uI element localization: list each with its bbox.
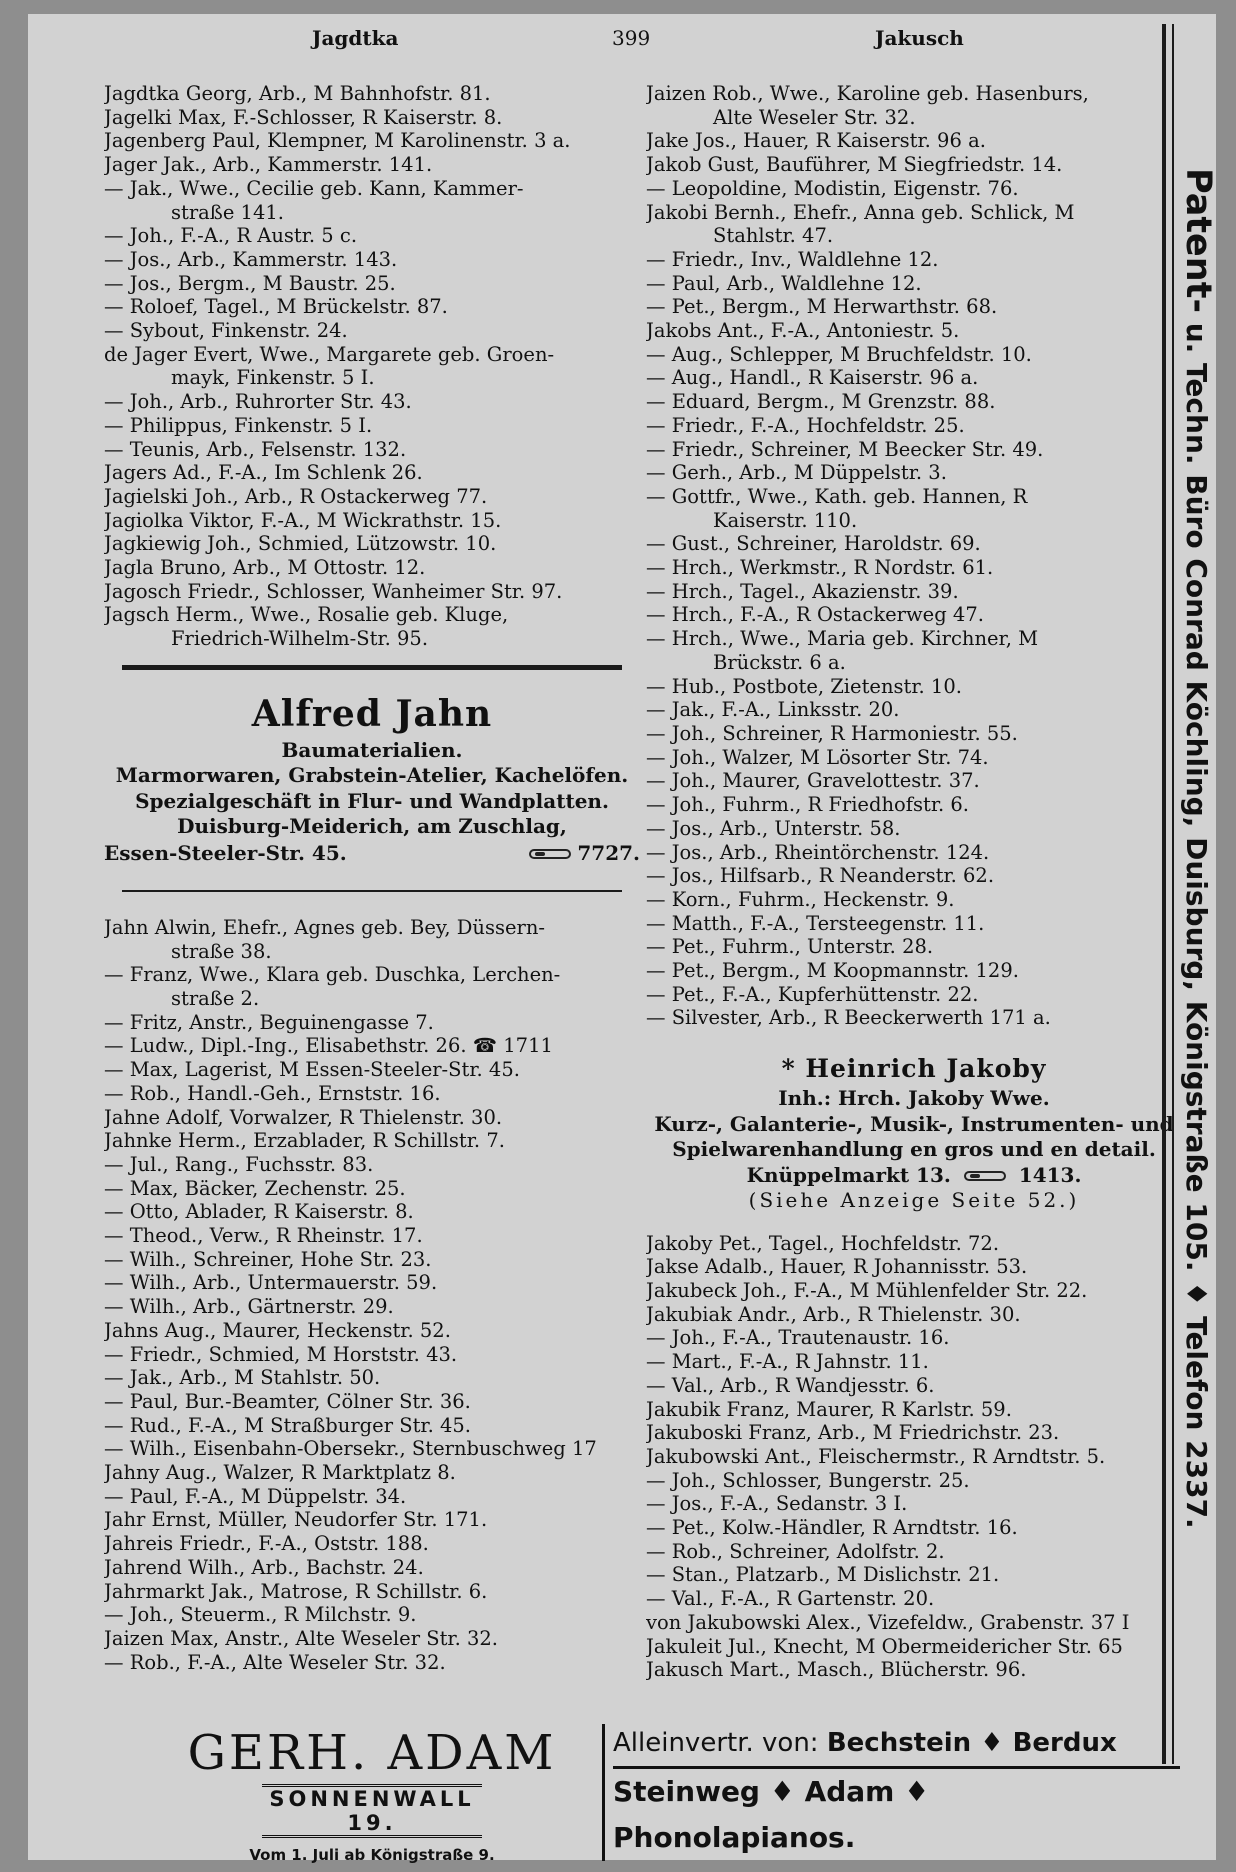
ad-jakoby-note: (Siehe Anzeige Seite 52.) [748,1188,1080,1213]
ad-jakoby-line1: Kurz-, Galanterie-, Musik-, Instrumenten- und [654,1111,1174,1136]
directory-entry: Jakubeck Joh., F.-A., M Mühlenfelder Str. 22. [646,1279,1088,1303]
header-right: Jakusch [875,26,964,50]
directory-entry: Jagla Bruno, Arb., M Ottostr. 12. [104,556,426,580]
directory-entry: Jagdtka Georg, Arb., M Bahnhofstr. 81. [104,82,491,105]
directory-entry: — Joh., F.-A., Trautenaustr. 16. [646,1326,950,1350]
directory-entry: Jagkiewig Joh., Schmied, Lützowstr. 10. [104,532,497,556]
directory-entry: Jakoby Pet., Tagel., Hochfeldstr. 72. [646,1231,1000,1255]
ad-divider-bottom [122,890,622,892]
directory-entry: Jahr Ernst, Müller, Neudorfer Str. 171. [104,1508,488,1532]
telephone-icon [529,849,571,859]
directory-entry: Jakobs Ant., F.-A., Antoniestr. 5. [646,319,960,343]
ad-jahn-name: Alfred Jahn [251,692,493,735]
directory-entry: — Joh., Schreiner, R Harmoniestr. 55. [646,721,1018,745]
directory-entry: — Otto, Ablader, R Kaiserstr. 8. [104,1200,414,1224]
directory-entry: — Hrch., Wwe., Maria geb. Kirchner, M [646,627,1039,651]
telephone-icon [964,1171,1006,1181]
directory-entry: Jakob Gust, Bauführer, M Siegfriedstr. 14. [646,153,1063,177]
page-number: 399 [612,26,651,50]
directory-entry: — Gerh., Arb., M Düppelstr. 3. [646,461,947,485]
directory-entry: — Jak., Arb., M Stahlstr. 50. [104,1366,381,1390]
directory-entry: Jagosch Friedr., Schlosser, Wanheimer Str. 97. [104,579,563,603]
ad-jahn-line4: Duisburg-Meiderich, am Zuschlag, [177,814,567,839]
directory-entry: — Hrch., Werkmstr., R Nordstr. 61. [646,556,994,580]
directory-entry: — Stan., Platzarb., M Dislichstr. 21. [646,1563,1000,1587]
directory-entry: Jakse Adalb., Hauer, R Johannisstr. 53. [646,1255,1028,1279]
directory-entry: — Eduard, Bergm., M Grenzstr. 88. [646,390,996,414]
banner-street: SONNENWALL 19. [262,1784,482,1838]
directory-entry: — Philippus, Finkenstr. 5 I. [104,413,373,437]
directory-entry: — Paul, F.-A., M Düppelstr. 34. [104,1484,407,1508]
directory-entry: — Paul, Bur.-Beamter, Cölner Str. 36. [104,1389,471,1413]
directory-entry: Jagenberg Paul, Klempner, M Karolinenstr. 3 a. [104,129,571,153]
directory-entry: — Wilh., Arb., Gärtnerstr. 29. [104,1295,394,1319]
ad-jakoby-address: Knüppelmarkt 13. [746,1162,951,1187]
directory-entry: — Pet., Kolw.-Händler, R Arndtstr. 16. [646,1516,1018,1540]
directory-entry: — Wilh., Eisenbahn-Obersekr., Sternbuschweg 17 [104,1437,597,1461]
directory-entry: — Theod., Verw., R Rheinstr. 17. [104,1224,423,1248]
ad-jahn-address: Essen-Steeler-Str. 45. [104,840,347,865]
directory-entry: — Pet., Bergm., M Koopmannstr. 129. [646,959,1019,983]
banner-company-name: GERH. ADAM [187,1725,557,1781]
banner-line1-prefix: Alleinvertr. von: [613,1728,819,1758]
side-advertisement [1180,168,1216,1728]
directory-entry: Jake Jos., Hauer, R Kaiserstr. 96 a. [646,129,986,153]
directory-entry: — Val., F.-A., R Gartenstr. 20. [646,1587,935,1611]
directory-entry: — Joh., Walzer, M Lösorter Str. 74. [646,745,989,769]
directory-entry: Jagiolka Viktor, F.-A., M Wickrathstr. 15. [104,508,502,532]
directory-entry: — Rud., F.-A., M Straßburger Str. 45. [104,1413,471,1437]
directory-entry: — Jak., F.-A., Linksstr. 20. [646,698,900,722]
directory-entry: — Matth., F.-A., Tersteegenstr. 11. [646,911,985,935]
directory-entry: Jagielski Joh., Arb., R Ostackerweg 77. [104,484,488,508]
ad-jakoby-contact [646,1163,1182,1189]
directory-entry: — Jos., Bergm., M Baustr. 25. [104,271,396,295]
directory-entry: — Gust., Schreiner, Haroldstr. 69. [646,532,981,556]
directory-entry: — Joh., F.-A., R Austr. 5 c. [104,224,358,248]
directory-entry: — Hrch., Tagel., Akazienstr. 39. [646,579,959,603]
directory-entry: Jakubik Franz, Maurer, R Karlstr. 59. [646,1397,1012,1421]
directory-entry: — Gottfr., Wwe., Kath. geb. Hannen, R [646,484,1028,508]
ad-jakoby-line2: Spielwarenhandlung en gros und en detail. [672,1137,1156,1162]
directory-entry: — Rob., Schreiner, Adolfstr. 2. [646,1539,945,1563]
left-entries-a [104,82,640,651]
header-left: Jagdtka [312,26,399,50]
ad-heinrich-jakoby [646,1030,1182,1232]
directory-entry: — Jos., Arb., Unterstr. 58. [646,816,901,840]
directory-entry: — Friedr., Inv., Waldlehne 12. [646,247,939,271]
directory-entry: straße 2. [171,986,260,1010]
directory-entry: Jahns Aug., Maurer, Heckenstr. 52. [104,1318,451,1342]
directory-entry: Jakubiak Andr., Arb., R Thielenstr. 30. [646,1302,1021,1326]
directory-entry: — Max, Bäcker, Zechenstr. 25. [104,1176,406,1200]
directory-entry: — Fritz, Anstr., Beguinengasse 7. [104,1010,434,1034]
directory-entry: — Aug., Handl., R Kaiserstr. 96 a. [646,366,979,390]
directory-entry: — Jos., Arb., Rheintörchenstr. 124. [646,840,990,864]
directory-entry: — Joh., Maurer, Gravelottestr. 37. [646,769,980,793]
ad-jahn-line1: Baumaterialien. [281,737,463,762]
directory-entry: — Mart., F.-A., R Jahnstr. 11. [646,1350,929,1374]
directory-entry: — Pet., Bergm., M Herwarthstr. 68. [646,295,998,319]
directory-entry: — Jos., Hilfsarb., R Neanderstr. 62. [646,864,995,888]
directory-entry: Jahrmarkt Jak., Matrose, R Schillstr. 6. [104,1579,488,1603]
directory-entry: — Teunis, Arb., Felsenstr. 132. [104,437,407,461]
directory-entry: Stahlstr. 47. [713,224,834,248]
directory-entry: Jahn Alwin, Ehefr., Agnes geb. Bey, Düssern- [104,915,545,939]
ad-jakoby-phone: 1413. [1018,1162,1082,1187]
directory-entry: Jahnke Herm., Erzablader, R Schillstr. 7. [104,1129,505,1153]
ad-jahn-contact [104,840,640,866]
directory-entry: Jaizen Rob., Wwe., Karoline geb. Hasenburs, [646,82,1089,105]
directory-entry: Jagsch Herm., Wwe., Rosalie geb. Kluge, [104,603,509,627]
directory-entry: Brückstr. 6 a. [713,650,846,674]
directory-entry: Friedrich-Wilhelm-Str. 95. [171,627,429,651]
directory-entry: Jaizen Max, Anstr., Alte Weseler Str. 32. [104,1626,499,1650]
directory-entry: Jakuleit Jul., Knecht, M Obermeidericher Str. 65 [646,1634,1123,1658]
ad-jakoby-owner: Inh.: Hrch. Jakoby Wwe. [778,1086,1050,1111]
directory-entry: Jagelki Max, F.-Schlosser, R Kaiserstr. 8. [104,105,503,129]
ad-jahn-line2: Marmorwaren, Grabstein-Atelier, Kachelöfen. [115,763,629,788]
side-ad-lead: Patent- [1178,168,1218,313]
directory-entry: — Paul, Arb., Waldlehne 12. [646,271,922,295]
right-entries-a [646,82,1182,1030]
directory-entry: — Joh., Fuhrm., R Friedhofstr. 6. [646,793,969,817]
banner-left [150,1724,594,1864]
ad-divider-top [122,665,622,670]
banner-line1 [613,1724,1180,1769]
directory-entry: — Joh., Steuerm., R Milchstr. 9. [104,1603,417,1627]
directory-entry: — Hrch., F.-A., R Ostackerweg 47. [646,603,984,627]
directory-entry: — Ludw., Dipl.-Ing., Elisabethstr. 26. ☎ 1711 [104,1034,553,1058]
banner-right [602,1724,1180,1861]
directory-entry: — Val., Arb., R Wandjesstr. 6. [646,1373,935,1397]
side-ad-rest: u. Techn. Büro Conrad Köchling, Duisburg, Königstraße 105. ♦ Telefon 2337. [1180,322,1213,1529]
directory-entry: Jagers Ad., F.-A., Im Schlenk 26. [104,461,423,485]
directory-entry: — Franz, Wwe., Klara geb. Duschka, Lerchen- [104,963,561,987]
directory-entry: — Sybout, Finkenstr. 24. [104,319,348,343]
directory-entry: — Aug., Schlepper, M Bruchfeldstr. 10. [646,342,1032,366]
directory-entry: — Jak., Wwe., Cecilie geb. Kann, Kammer- [104,176,524,200]
directory-entry: Jahny Aug., Walzer, R Marktplatz 8. [104,1461,456,1485]
directory-entry: de Jager Evert, Wwe., Margarete geb. Groen- [104,342,555,366]
directory-entry: Kaiserstr. 110. [713,508,858,532]
directory-entry: von Jakubowski Alex., Vizefeldw., Grabenstr. 37 I [646,1610,1130,1634]
directory-entry: — Jos., Arb., Kammerstr. 143. [104,247,398,271]
directory-entry: — Friedr., Schmied, M Horststr. 43. [104,1342,458,1366]
directory-entry: — Max, Lagerist, M Essen-Steeler-Str. 45. [104,1058,520,1082]
banner-line1-brands: Bechstein ♦ Berdux [826,1728,1117,1758]
directory-entry: Jakubowski Ant., Fleischermstr., R Arndtstr. 5. [646,1444,1106,1468]
ad-jahn-line3: Spezialgeschäft in Flur- und Wandplatten. [135,788,609,813]
directory-entry: — Pet., Fuhrm., Unterstr. 28. [646,935,934,959]
directory-entry: — Roloef, Tagel., M Brückelstr. 87. [104,295,448,319]
directory-entry: — Joh., Arb., Ruhrorter Str. 43. [104,390,412,414]
directory-entry: Jakobi Bernh., Ehefr., Anna geb. Schlick, M [646,200,1075,224]
directory-entry: Jahrend Wilh., Arb., Bachstr. 24. [104,1555,424,1579]
ad-jahn-phone: 7727. [577,840,640,865]
directory-entry: — Friedr., Schreiner, M Beecker Str. 49. [646,437,1044,461]
ad-jahn-phone-wrap [523,840,640,866]
directory-entry: — Jul., Rang., Fuchsstr. 83. [104,1152,374,1176]
directory-entry: Jager Jak., Arb., Kammerstr. 141. [104,153,433,177]
directory-entry: mayk, Finkenstr. 5 I. [171,366,375,390]
ad-alfred-jahn [104,680,640,876]
directory-entry: Jahreis Friedr., F.-A., Oststr. 188. [104,1532,429,1556]
directory-entry: — Rob., F.-A., Alte Weseler Str. 32. [104,1650,446,1674]
directory-entry: — Friedr., F.-A., Hochfeldstr. 25. [646,413,965,437]
directory-entry: straße 38. [171,939,272,963]
directory-entry: — Wilh., Arb., Untermauerstr. 59. [104,1271,438,1295]
directory-entry: Jahne Adolf, Vorwalzer, R Thielenstr. 30. [104,1105,503,1129]
directory-entry: — Jos., F.-A., Sedanstr. 3 I. [646,1492,908,1516]
footer-banner [150,1724,1180,1864]
directory-entry: — Pet., F.-A., Kupferhüttenstr. 22. [646,982,979,1006]
ad-jakoby-name: * Heinrich Jakoby [781,1054,1047,1084]
directory-entry: — Wilh., Schreiner, Hohe Str. 23. [104,1247,432,1271]
directory-entry: Jakusch Mart., Masch., Blücherstr. 96. [646,1658,1027,1682]
directory-entry: straße 141. [171,200,284,224]
left-column [104,82,640,1674]
banner-line2: Steinweg ♦ Adam ♦ Phonolapianos. [613,1775,930,1854]
directory-entry: — Leopoldine, Modistin, Eigenstr. 76. [646,176,1019,200]
directory-entry: — Joh., Schlosser, Bungerstr. 25. [646,1468,970,1492]
right-column [646,82,1182,1682]
left-entries-b [104,916,640,1675]
directory-entry: — Korn., Fuhrm., Heckenstr. 9. [646,887,955,911]
banner-note: Vom 1. Juli ab Königstraße 9. [249,1846,495,1864]
directory-entry: — Hub., Postbote, Zietenstr. 10. [646,674,962,698]
right-entries-b [646,1232,1182,1682]
directory-entry: Alte Weseler Str. 32. [713,105,916,129]
directory-entry: — Rob., Handl.-Geh., Ernststr. 16. [104,1081,441,1105]
directory-entry: Jakuboski Franz, Arb., M Friedrichstr. 23. [646,1421,1060,1445]
directory-entry: — Silvester, Arb., R Beeckerwerth 171 a. [646,1006,1051,1030]
